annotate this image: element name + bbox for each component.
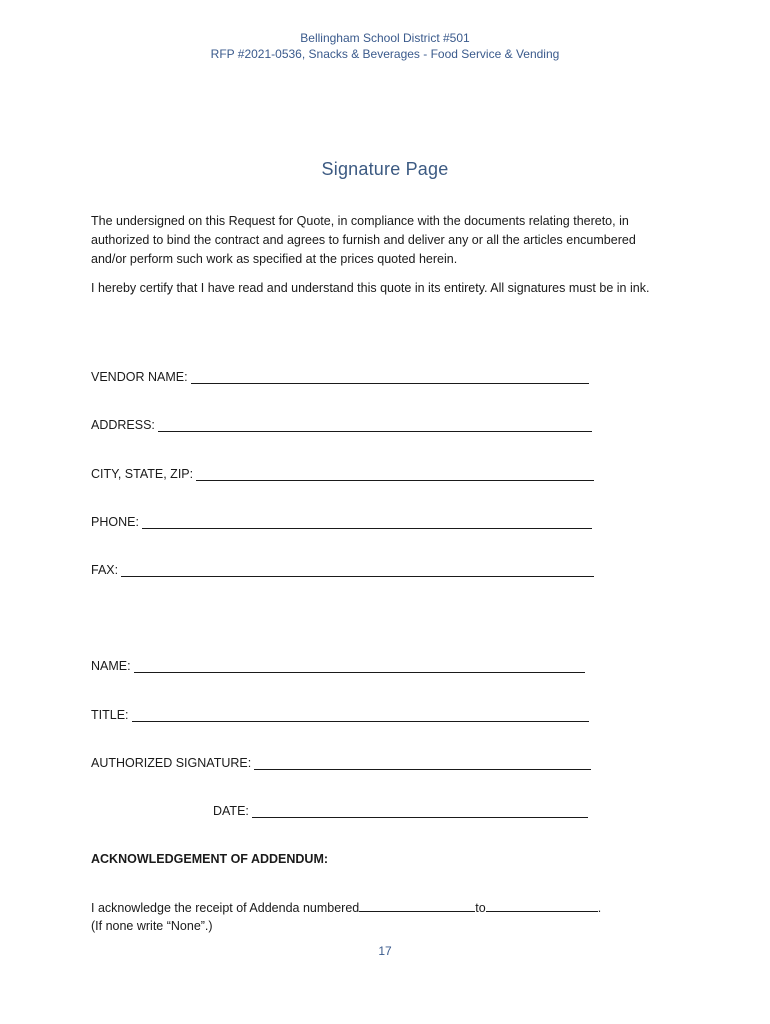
phone-line[interactable] — [142, 514, 592, 529]
authorized-signature-field[interactable] — [91, 754, 591, 770]
addendum-period: . — [597, 901, 602, 915]
addenda-from-blank[interactable] — [359, 899, 475, 912]
title-label: TITLE: — [91, 708, 129, 722]
certify-paragraph: I hereby certify that I have read and understand this quote in its entirety. All signatures must be in ink. — [91, 281, 650, 295]
name-field[interactable] — [91, 657, 585, 673]
phone-label: PHONE: — [91, 515, 139, 529]
fax-line[interactable] — [121, 562, 594, 577]
vendor-name-line[interactable] — [191, 369, 589, 384]
header-rfp: RFP #2021-0536, Snacks & Beverages - Food Service & Vending — [210, 47, 560, 61]
city-state-zip-line[interactable] — [196, 466, 594, 481]
addendum-note: (If none write “None”.) — [91, 919, 213, 933]
addendum-text: I acknowledge the receipt of Addenda numbered — [91, 901, 360, 915]
intro-paragraph: The undersigned on this Request for Quote, in compliance with the documents relating thereto, in authorized to bind the contract and agrees to furnish and deliver any or all the articles encumbered and/or perform such work as specified at the prices quoted herein. — [91, 214, 636, 266]
city-state-zip-field[interactable] — [91, 465, 594, 481]
address-field[interactable] — [91, 416, 592, 432]
city-state-zip-label: CITY, STATE, ZIP: — [91, 467, 194, 481]
addenda-to-blank[interactable] — [486, 899, 598, 912]
title-field[interactable] — [91, 706, 589, 722]
address-label: ADDRESS: — [91, 418, 155, 432]
fax-label: FAX: — [91, 563, 119, 577]
name-label: NAME: — [91, 659, 131, 673]
title-line[interactable] — [132, 707, 589, 722]
fax-field[interactable] — [91, 561, 594, 577]
date-line[interactable] — [252, 803, 588, 818]
date-label: DATE: — [213, 804, 249, 818]
page-title: Signature Page — [321, 159, 449, 179]
header-district: Bellingham School District #501 — [300, 31, 470, 45]
name-line[interactable] — [134, 658, 585, 673]
date-field[interactable] — [213, 802, 588, 818]
phone-field[interactable] — [91, 513, 592, 529]
addendum-heading: ACKNOWLEDGEMENT OF ADDENDUM: — [91, 852, 329, 866]
authorized-signature-line[interactable] — [254, 755, 591, 770]
vendor-name-field[interactable] — [91, 368, 589, 384]
page-number: 17 — [378, 944, 392, 958]
address-line[interactable] — [158, 417, 592, 432]
vendor-name-label: VENDOR NAME: — [91, 370, 188, 384]
addendum-acknowledge-line — [91, 899, 601, 917]
authorized-signature-label: AUTHORIZED SIGNATURE: — [91, 756, 252, 770]
addendum-to-text: to — [475, 901, 486, 915]
